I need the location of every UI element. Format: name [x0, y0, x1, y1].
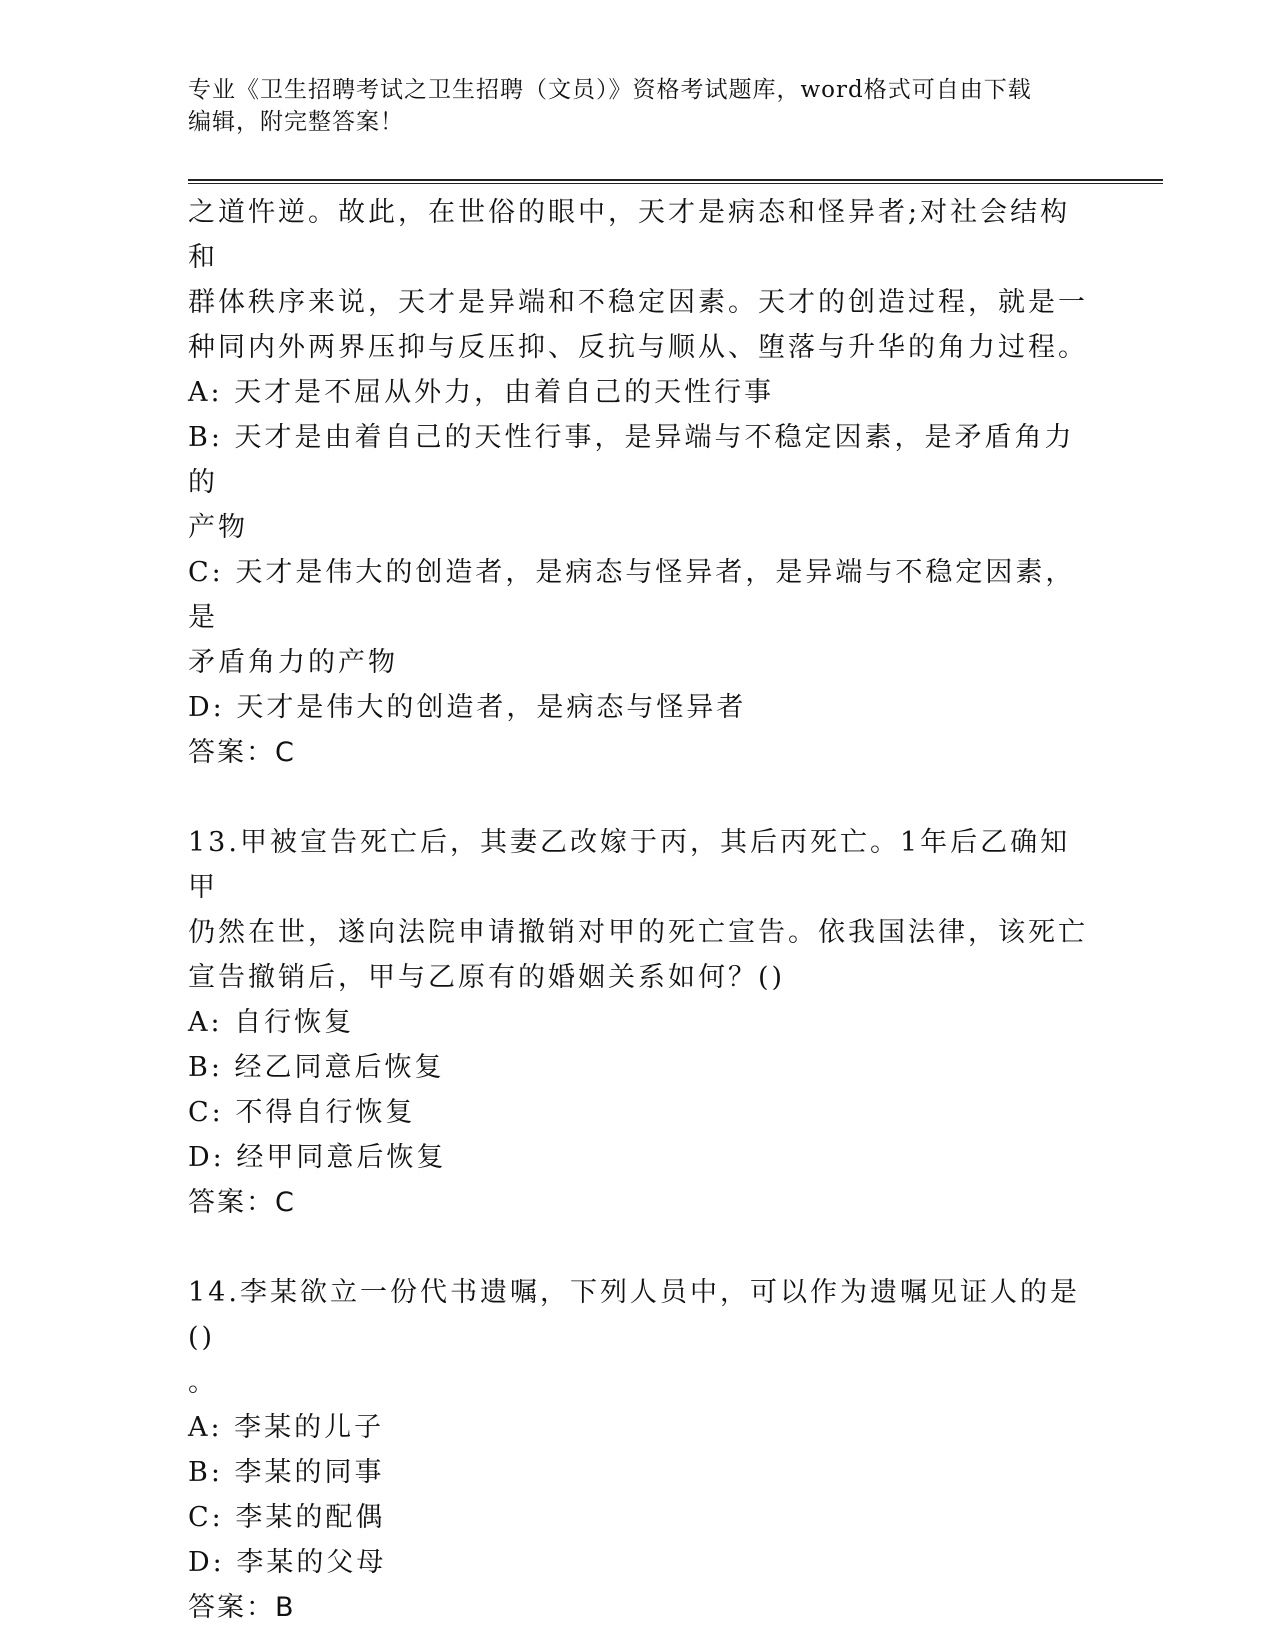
option-d: D: 经甲同意后恢复: [188, 1142, 447, 1173]
continued-question: [188, 190, 1088, 775]
answer-line: 答案：C: [188, 737, 296, 768]
option-d: D: 李某的父母: [188, 1547, 387, 1578]
question-14: [188, 1270, 1088, 1630]
option-a: A: 李某的儿子: [188, 1412, 385, 1443]
question-text-line: 之道忤逆。故此，在世俗的眼中，天才是病态和怪异者;对社会结构和: [188, 197, 1071, 273]
option-c-continuation: 矛盾角力的产物: [188, 647, 398, 678]
option-d: D: 天才是伟大的创造者，是病态与怪异者: [188, 692, 747, 723]
option-c: C: 李某的配偶: [188, 1502, 386, 1533]
question-content: [188, 190, 1088, 1630]
answer-line: 答案：B: [188, 1592, 296, 1623]
question-text-line: 13.甲被宣告死亡后，其妻乙改嫁于丙，其后丙死亡。1年后乙确知甲: [188, 827, 1071, 903]
option-b: B: 天才是由着自己的天性行事，是异端与不稳定因素，是矛盾角力的: [188, 422, 1075, 498]
header-divider: [188, 179, 1163, 184]
option-c: C: 天才是伟大的创造者，是病态与怪异者，是异端与不稳定因素，是: [188, 557, 1076, 633]
header-line-2: 编辑，附完整答案！: [188, 109, 404, 135]
option-b: B: 李某的同事: [188, 1457, 385, 1488]
option-a: A: 自行恢复: [188, 1007, 355, 1038]
option-c: C: 不得自行恢复: [188, 1097, 416, 1128]
option-b-continuation: 产物: [188, 512, 248, 543]
answer-line: 答案：C: [188, 1187, 296, 1218]
question-text-line: 14.李某欲立一份代书遗嘱，下列人员中，可以作为遗嘱见证人的是(): [188, 1277, 1080, 1353]
header-line-1: 专业《卫生招聘考试之卫生招聘（文员）》资格考试题库，word格式可自由下载: [188, 77, 1032, 103]
document-header: [188, 74, 1088, 138]
question-text-line: 宣告撤销后，甲与乙原有的婚姻关系如何？(): [188, 962, 786, 993]
question-text-line: 。: [188, 1367, 218, 1398]
question-text-line: 仍然在世，遂向法院申请撤销对甲的死亡宣告。依我国法律，该死亡: [188, 917, 1088, 948]
option-a: A: 天才是不屈从外力，由着自己的天性行事: [188, 377, 775, 408]
question-text-line: 种同内外两界压抑与反压抑、反抗与顺从、堕落与升华的角力过程。: [188, 332, 1088, 363]
option-b: B: 经乙同意后恢复: [188, 1052, 445, 1083]
question-13: [188, 820, 1088, 1225]
question-text-line: 群体秩序来说，天才是异端和不稳定因素。天才的创造过程，就是一: [188, 287, 1088, 318]
